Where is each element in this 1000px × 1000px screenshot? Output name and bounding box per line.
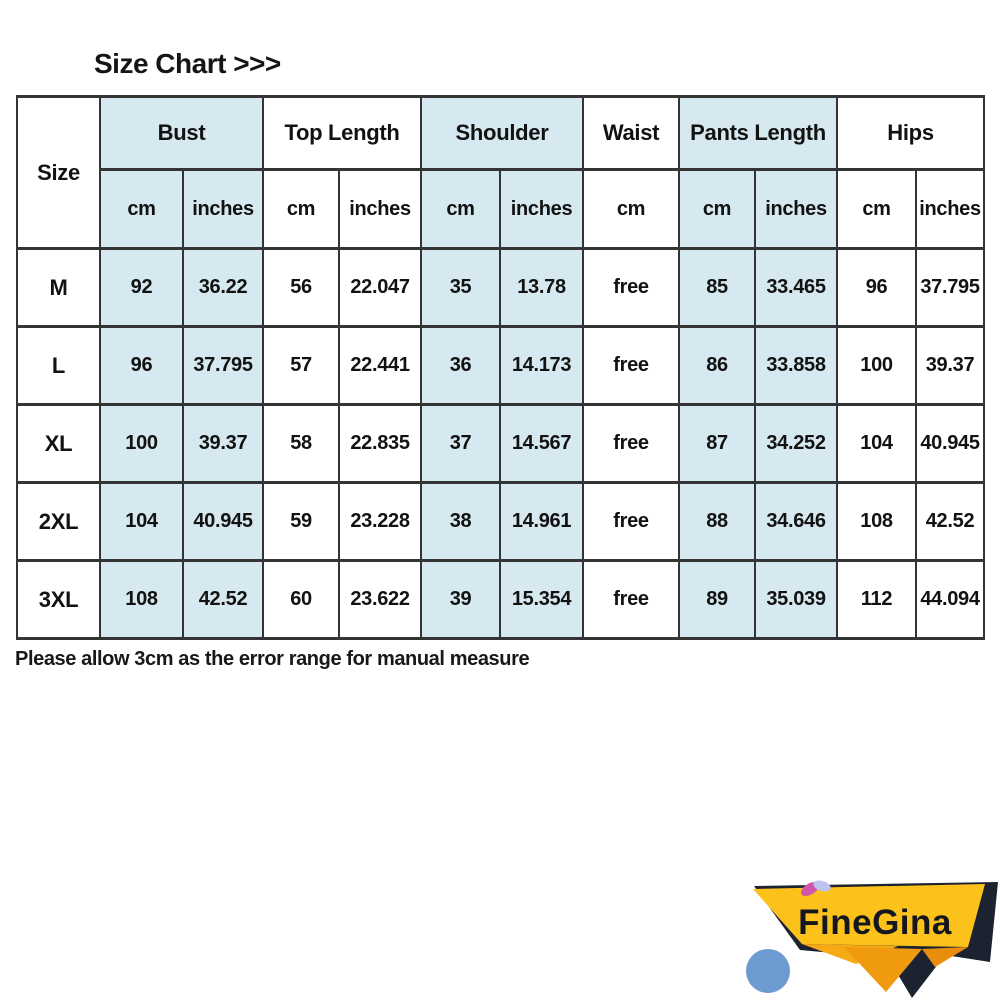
- value-cell: 100: [100, 405, 183, 483]
- table-row-xl: [17, 405, 984, 483]
- value-cell: 33.465: [755, 249, 837, 327]
- size-cell-3xl: 3XL: [17, 561, 100, 639]
- value-cell: 108: [837, 483, 916, 561]
- unit-header-hips-cm: cm: [837, 170, 916, 249]
- value-cell: 36.22: [183, 249, 263, 327]
- size-column-header: Size: [17, 97, 100, 249]
- value-cell: 14.567: [500, 405, 583, 483]
- value-cell: 100: [837, 327, 916, 405]
- table-row-l: [17, 327, 984, 405]
- value-cell: 23.228: [339, 483, 421, 561]
- unit-header-top-length-inches: inches: [339, 170, 421, 249]
- unit-header-pants-length-inches: inches: [755, 170, 837, 249]
- group-header-waist: Waist: [583, 97, 679, 170]
- value-cell: 96: [837, 249, 916, 327]
- value-cell: 34.252: [755, 405, 837, 483]
- value-cell: free: [583, 249, 679, 327]
- unit-header-shoulder-cm: cm: [421, 170, 500, 249]
- brand-logo-text: FineGina: [798, 903, 952, 942]
- table-body: [17, 249, 984, 639]
- size-cell-xl: XL: [17, 405, 100, 483]
- value-cell: 56: [263, 249, 339, 327]
- value-cell: 40.945: [916, 405, 984, 483]
- value-cell: 15.354: [500, 561, 583, 639]
- group-header-bust: Bust: [100, 97, 263, 170]
- group-header-shoulder: Shoulder: [421, 97, 583, 170]
- value-cell: 40.945: [183, 483, 263, 561]
- value-cell: 35: [421, 249, 500, 327]
- value-cell: free: [583, 327, 679, 405]
- value-cell: 35.039: [755, 561, 837, 639]
- unit-header-bust-cm: cm: [100, 170, 183, 249]
- value-cell: 104: [100, 483, 183, 561]
- value-cell: 33.858: [755, 327, 837, 405]
- measure-note: Please allow 3cm as the error range for manual measure: [15, 648, 530, 670]
- value-cell: 58: [263, 405, 339, 483]
- unit-header-hips-inches: inches: [916, 170, 984, 249]
- size-cell-2xl: 2XL: [17, 483, 100, 561]
- table-row-2xl: [17, 483, 984, 561]
- value-cell: 13.78: [500, 249, 583, 327]
- value-cell: free: [583, 561, 679, 639]
- value-cell: 86: [679, 327, 755, 405]
- value-cell: 112: [837, 561, 916, 639]
- value-cell: 60: [263, 561, 339, 639]
- value-cell: 37.795: [183, 327, 263, 405]
- value-cell: 37.795: [916, 249, 984, 327]
- unit-header-shoulder-inches: inches: [500, 170, 583, 249]
- unit-header-bust-inches: inches: [183, 170, 263, 249]
- value-cell: 104: [837, 405, 916, 483]
- value-cell: 39: [421, 561, 500, 639]
- size-chart-table: [16, 95, 985, 640]
- value-cell: 44.094: [916, 561, 984, 639]
- value-cell: 96: [100, 327, 183, 405]
- value-cell: 39.37: [183, 405, 263, 483]
- value-cell: 14.173: [500, 327, 583, 405]
- value-cell: 22.047: [339, 249, 421, 327]
- unit-header-pants-length-cm: cm: [679, 170, 755, 249]
- table-header: [17, 97, 984, 249]
- value-cell: 42.52: [183, 561, 263, 639]
- value-cell: 23.622: [339, 561, 421, 639]
- value-cell: 85: [679, 249, 755, 327]
- value-cell: 59: [263, 483, 339, 561]
- value-cell: 108: [100, 561, 183, 639]
- value-cell: 36: [421, 327, 500, 405]
- page-title: Size Chart >>>: [94, 48, 281, 79]
- value-cell: 14.961: [500, 483, 583, 561]
- value-cell: 22.441: [339, 327, 421, 405]
- group-header-pants-length: Pants Length: [679, 97, 837, 170]
- value-cell: free: [583, 405, 679, 483]
- blue-dot: [746, 949, 790, 993]
- group-header-hips: Hips: [837, 97, 984, 170]
- table-row-3xl: [17, 561, 984, 639]
- value-cell: 39.37: [916, 327, 984, 405]
- size-cell-l: L: [17, 327, 100, 405]
- value-cell: 42.52: [916, 483, 984, 561]
- value-cell: 88: [679, 483, 755, 561]
- value-cell: 92: [100, 249, 183, 327]
- unit-header-waist-cm: cm: [583, 170, 679, 249]
- value-cell: free: [583, 483, 679, 561]
- value-cell: 37: [421, 405, 500, 483]
- value-cell: 87: [679, 405, 755, 483]
- value-cell: 57: [263, 327, 339, 405]
- value-cell: 89: [679, 561, 755, 639]
- brand-logo: [736, 870, 1000, 1000]
- value-cell: 22.835: [339, 405, 421, 483]
- unit-header-top-length-cm: cm: [263, 170, 339, 249]
- size-cell-m: M: [17, 249, 100, 327]
- value-cell: 38: [421, 483, 500, 561]
- value-cell: 34.646: [755, 483, 837, 561]
- table-row-m: [17, 249, 984, 327]
- group-header-top-length: Top Length: [263, 97, 421, 170]
